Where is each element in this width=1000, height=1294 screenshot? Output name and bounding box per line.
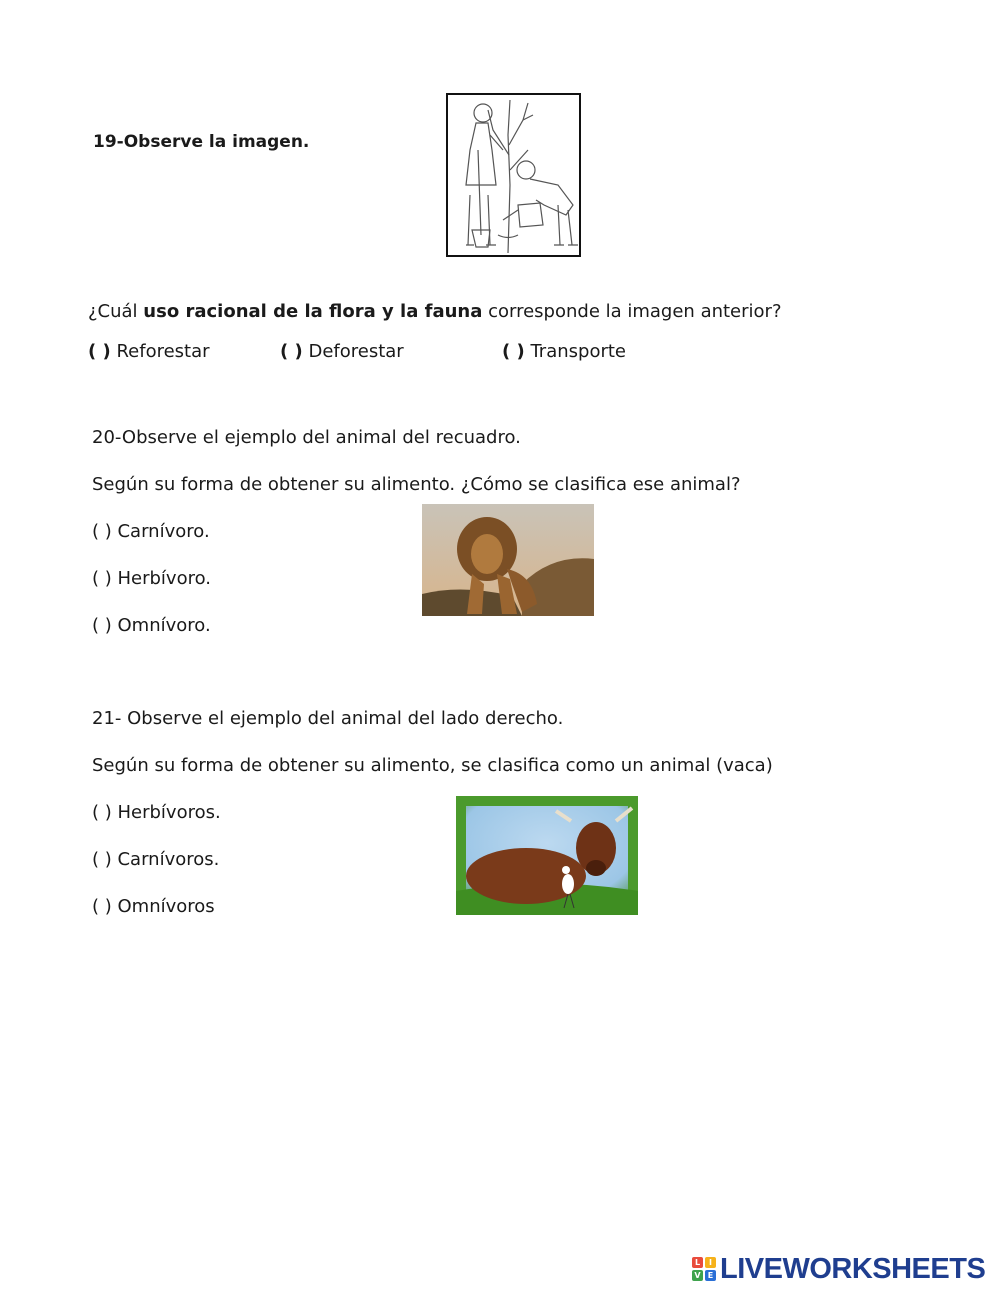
logo-letter-v: V <box>692 1270 703 1281</box>
q19-question <box>88 301 782 322</box>
q20-option-herbivoro[interactable]: ( ) Herbívoro. <box>92 568 212 589</box>
option-label: Reforestar <box>110 341 210 362</box>
lion-photo-icon <box>422 504 594 616</box>
logo-grid-icon <box>692 1257 716 1281</box>
lion-image <box>422 504 594 616</box>
logo-text: LIVEWORKSHEETS <box>720 1252 986 1285</box>
q21-question: Según su forma de obtener su alimento, se clasifica como un animal (vaca) <box>92 755 773 776</box>
q21-title: 21- Observe el ejemplo del animal del lado derecho. <box>92 708 564 729</box>
q21-option-carnivoros[interactable]: ( ) Carnívoros. <box>92 849 220 870</box>
q19-option-reforestar[interactable] <box>88 341 210 362</box>
option-paren[interactable]: ( ) <box>280 341 303 362</box>
q20-question: Según su forma de obtener su alimento. ¿Cómo se clasifica ese animal? <box>92 474 741 495</box>
q19-question-post: corresponde la imagen anterior? <box>482 301 782 322</box>
q21-option-omnivoros[interactable]: ( ) Omnívoros <box>92 896 215 917</box>
children-planting-tree-image <box>446 93 581 257</box>
option-label: Transporte <box>524 341 626 362</box>
q19-title: 19-Observe la imagen. <box>93 132 310 152</box>
q19-question-pre: ¿Cuál <box>88 301 144 322</box>
logo-letter-e: E <box>705 1270 716 1281</box>
cow-image <box>456 796 638 915</box>
q21-option-herbivoros[interactable]: ( ) Herbívoros. <box>92 802 221 823</box>
q19-question-bold: uso racional de la flora y la fauna <box>143 301 483 322</box>
cow-photo-icon <box>456 796 638 915</box>
option-paren[interactable]: ( ) <box>502 341 525 362</box>
q20-option-carnivoro[interactable]: ( ) Carnívoro. <box>92 521 210 542</box>
q19-option-transporte[interactable] <box>502 341 626 362</box>
planting-drawing-icon <box>448 95 579 255</box>
logo-letter-i: I <box>705 1257 716 1268</box>
option-paren[interactable]: ( ) <box>88 341 111 362</box>
option-label: Deforestar <box>302 341 404 362</box>
logo-letter-l: L <box>692 1257 703 1268</box>
q20-option-omnivoro[interactable]: ( ) Omnívoro. <box>92 615 211 636</box>
q20-title: 20-Observe el ejemplo del animal del recuadro. <box>92 427 521 448</box>
q19-option-deforestar[interactable] <box>280 341 404 362</box>
liveworksheets-logo <box>692 1254 985 1284</box>
